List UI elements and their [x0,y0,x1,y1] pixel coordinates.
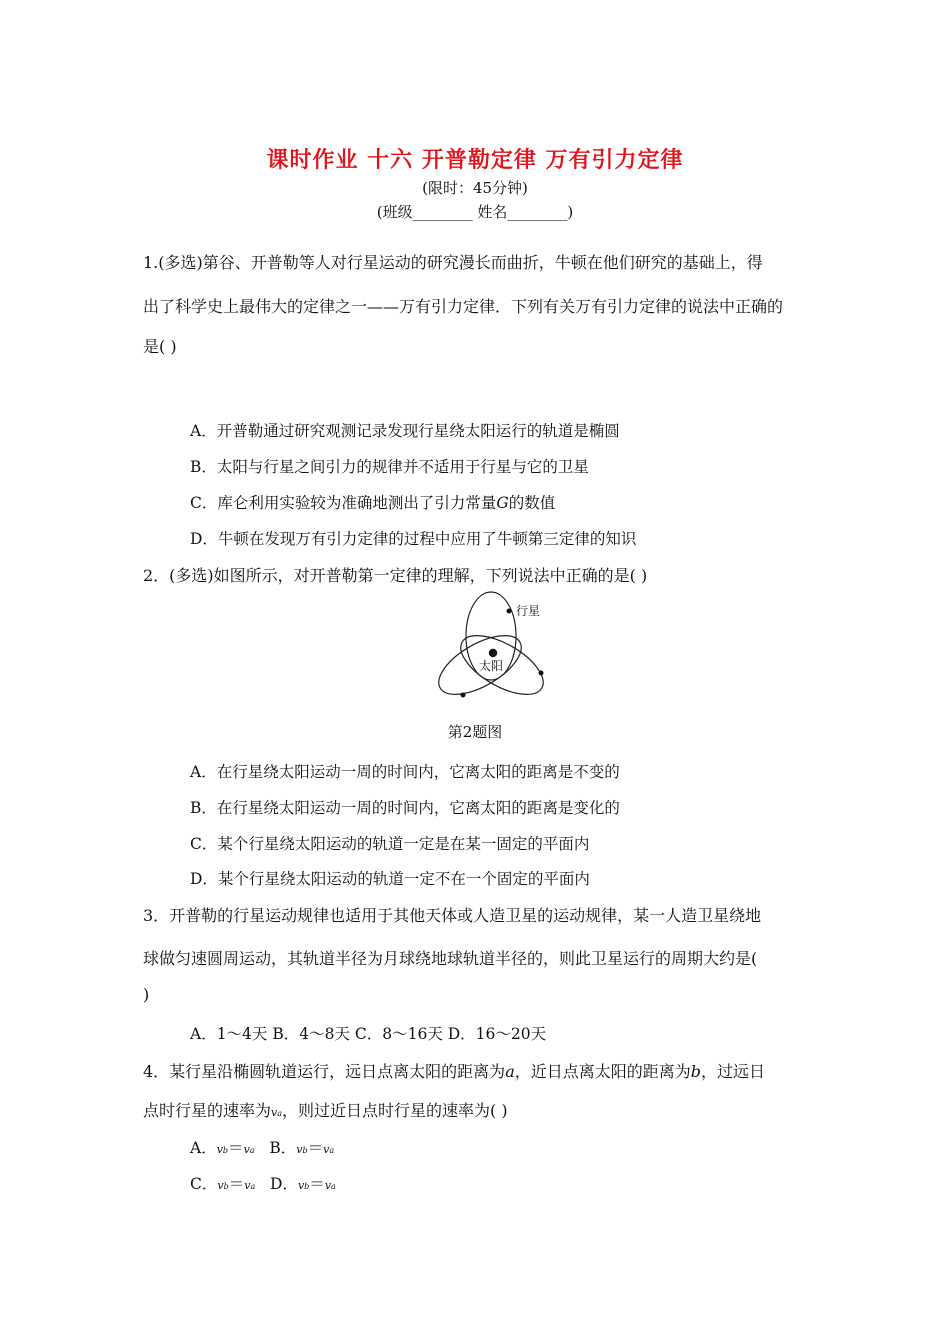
planet-dot-top [507,609,512,614]
q2-option-c: C．某个行星绕太阳运动的轨道一定是在某一固定的平面内 [190,835,590,853]
class-name-line: (班级________ 姓名________) [376,203,574,221]
q2-option-d: D．某个行星绕太阳运动的轨道一定不在一个固定的平面内 [190,870,590,888]
page-title: 课时作业 十六 开普勒定律 万有引力定律 [266,148,684,173]
q4-line2: 点时行星的速率为va，则过近日点时行星的速率为( ) [143,1101,508,1120]
q3-line1: 3．开普勒的行星运动规律也适用于其他天体或人造卫星的运动规律，某一人造卫星绕地 [143,906,762,925]
gravity-constant-symbol: G [496,494,509,512]
q4-options-ab: A．vb＝va B．vb＝va [190,1139,335,1157]
sun-label: 太阳 [479,659,504,673]
q1-option-c: C．库仑利用实验较为准确地测出了引力常量G的数值 [190,494,556,512]
q3-line3: ) [143,985,150,1004]
q1-line2: 出了科学史上最伟大的定律之一——万有引力定律．下列有关万有引力定律的说法中正确的 [143,297,784,316]
q4-options-cd: C．vb＝va D．vb＝va [190,1175,336,1193]
q2-option-a: A．在行星绕太阳运动一周的时间内，它离太阳的距离是不变的 [190,763,620,781]
q1-option-a: A．开普勒通过研究观测记录发现行星绕太阳运行的轨道是椭圆 [190,422,620,440]
q2-line1: 2．(多选)如图所示，对开普勒第一定律的理解，下列说法中正确的是( ) [143,566,648,585]
planet-dot-right [539,671,544,676]
sun-dot [489,649,497,657]
orbit-diagram [430,590,555,705]
q2-option-b: B．在行星绕太阳运动一周的时间内，它离太阳的距离是变化的 [190,799,620,817]
figure-caption: 第2题图 [447,723,503,741]
time-limit: (限时：45分钟) [422,179,528,197]
q1-option-d: D．牛顿在发现万有引力定律的过程中应用了牛顿第三定律的知识 [190,530,637,548]
q3-options: A．1～4天 B．4～8天 C．8～16天 D．16～20天 [190,1025,547,1043]
planet-label: 行星 [516,604,541,618]
planet-dot-left [461,693,466,698]
q3-line2: 球做匀速圆周运动，其轨道半径为月球绕地球轨道半径的，则此卫星运行的周期大约是( [143,949,758,968]
q1-line3: 是( ) [143,337,177,356]
q1-option-b: B．太阳与行星之间引力的规律并不适用于行星与它的卫星 [190,458,589,476]
q4-line1: 4．某行星沿椭圆轨道运行，远日点离太阳的距离为a，近日点离太阳的距离为b，过远日 [143,1062,766,1081]
q1-line1: 1.(多选)第谷、开普勒等人对行星运动的研究漫长而曲折，牛顿在他们研究的基础上，得 [143,253,763,272]
